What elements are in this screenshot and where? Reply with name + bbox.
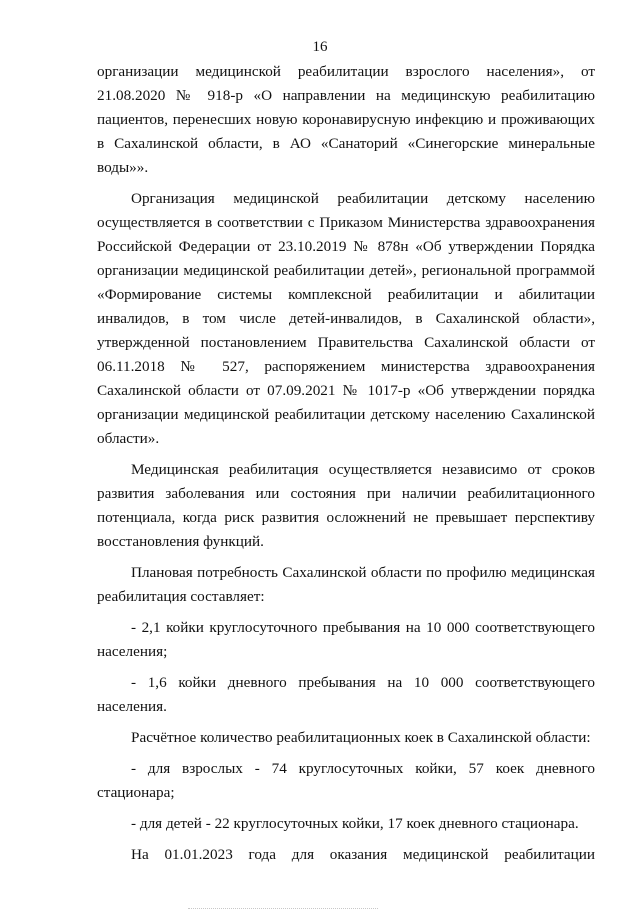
scan-artifact [188, 908, 378, 910]
list-item-3: - для взрослых - 74 круглосуточных койки, 57 коек дневного стационара; [97, 760, 595, 801]
paragraph-1: организации медицинской реабилитации взрослого населения», от 21.08.2020 № 918-р «О направлении на медицинскую реабилитацию пациентов, перенесших новую коронавирусную инфекцию и проживающих в Сахалинской области, в АО «Санаторий «Синегорские минеральные воды»». [97, 63, 595, 176]
paragraph-6: На 01.01.2023 года для оказания медицинской реабилитации [131, 846, 595, 863]
paragraph-5: Расчётное количество реабилитационных коек в Сахалинской области: [131, 729, 591, 746]
paragraph-2: Организация медицинской реабилитации детскому населению осуществляется в соответствии с Приказом Министерства здравоохранения Российской Федерации от 23.10.2019 № 878н «Об утверждении Порядка организации медицинской реабилитации детей», региональной программой «Формирование системы комплексной реабилитации и абилитации инвалидов, в том числе детей-инвалидов, в Сахалинской области», утвержденной постановлением Правительства Сахалинской области от 06.11.2018 № 527, распоряжением министерства здравоохранения Сахалинской области от 07.09.2021 № 1017-р «Об утверждении порядка организации медицинской реабилитации детскому населению Сахалинской области». [97, 190, 595, 447]
list-item-1: - 2,1 койки круглосуточного пребывания на 10 000 соответствующего населения; [97, 619, 595, 660]
list-item-2: - 1,6 койки дневного пребывания на 10 000 соответствующего населения. [97, 674, 595, 715]
list-item-4: - для детей - 22 круглосуточных койки, 17 коек дневного стационара. [131, 815, 579, 832]
page-number: 16 [312, 39, 328, 55]
paragraph-3: Медицинская реабилитация осуществляется независимо от сроков развития заболевания или состояния при наличии реабилитационного потенциала, когда риск развития осложнений не превышает перспективу восстановления функций. [97, 461, 595, 550]
paragraph-4: Плановая потребность Сахалинской области по профилю медицинская реабилитация составляет: [97, 564, 595, 605]
document-body [97, 60, 595, 867]
